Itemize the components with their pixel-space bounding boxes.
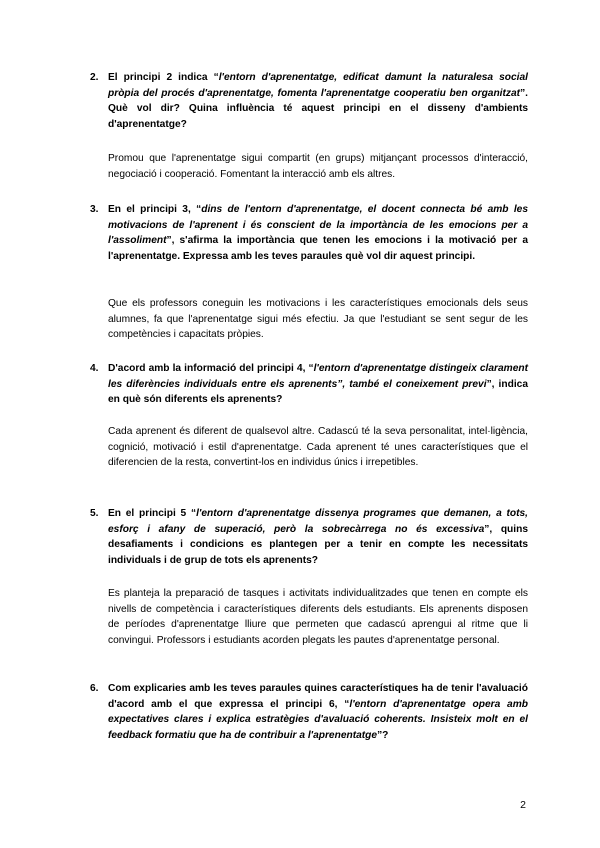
question-text: D'acord amb la informació del principi 4, “l'entorn d'aprenentatge distingeix clarament les diferències individuals entre els aprenents”, també el coneixement previ”, indica en què són diferents els aprenents? [108,363,528,406]
question-2 [90,70,528,132]
question-3 [90,202,528,264]
answer-2: Promou que l'aprenentatge sigui compartit (en grups) mitjançant processos d'interacció, negociació i cooperació. Fomentant la interacció amb els altres. [108,153,528,180]
answer-3: Que els professors coneguin les motivacions i les característiques emocionals dels seus alumnes, fa que l'aprenentatge sigui més efectiu. Ja que l'estudiant se sent segur de les competències i capacitats pròpies. [108,298,528,341]
question-5 [90,506,528,568]
question-6 [90,681,528,743]
quoted-principle: dins de l'entorn d'aprenentatge, el docent connecta bé amb les motivacions de l'aprenent i és conscient de la importància de les emocions per a l'assoliment [108,204,529,247]
question-number: 3. [90,204,99,215]
question-number: 2. [90,72,99,83]
question-number: 5. [90,508,99,519]
question-text: En el principi 3, “dins de l'entorn d'aprenentatge, el docent connecta bé amb les motivacions de l'aprenent i és conscient de la importància de les emocions per a l'assoliment”, s'afirma la importància que tenen les emocions i la motivació per a l'aprenentatge. Expressa amb les teves paraules què vol dir aquest principi. [108,204,529,262]
question-text: Com explicaries amb les teves paraules quines característiques ha de tenir l'avaluació d'acord amb el que expressa el principi 6, “l'entorn d'aprenentatge opera amb expectatives clares i explica estratègies d'avaluació coherents. Insisteix molt en el feedback formatiu que ha de contribuir a l'aprenentatge”? [108,683,528,741]
question-4 [90,361,528,408]
page-number: 2 [520,799,526,811]
question-number: 6. [90,683,99,694]
answer-5: Es planteja la preparació de tasques i activitats individualitzades que tenen en compte els nivells de competència i característiques diferents dels estudiants. Els aprenents disposen de períodes d'aprenentatge lliure que permeten que cadascú aprengui al ritme que li convingui. Professors i estudiants acorden plegats les pautes d'aprenentatge personal. [108,588,528,646]
quoted-principle: l'entorn d'aprenentatge opera amb expectatives clares i explica estratègies d'avaluació coherents. Insisteix molt en el feedback formatiu que ha de contribuir a l'aprenentatge [108,698,528,741]
quoted-principle: l'entorn d'aprenentatge dissenya programes que demanen, a tots, esforç i afany de superació, però la sobrecàrrega no és excessiva [108,508,528,535]
quoted-principle: l'entorn d'aprenentatge, edificat damunt la naturalesa social pròpia del procés d'aprenentatge, fomenta l'aprenentatge cooperatiu ben organitzat [108,72,529,99]
quoted-principle: l'entorn d'aprenentatge distingeix clarament les diferències individuals entre els aprenents”, també el coneixement previ [108,363,528,390]
answer-4: Cada aprenent és diferent de qualsevol altre. Cadascú té la seva personalitat, intel·ligència, cognició, motivació i estil d'aprenentatge. Cada aprenent té unes característiques que el diferencien de la resta, convertint-los en individus únics i irrepetibles. [108,426,528,469]
question-text: En el principi 5 “l'entorn d'aprenentatge dissenya programes que demanen, a tots, esforç i afany de superació, però la sobrecàrrega no és excessiva”, quins desafiaments i condicions es plantegen per a tenir en compte les necessitats individuals i de grup de tots els aprenents? [108,508,528,566]
question-text: El principi 2 indica “l'entorn d'aprenentatge, edificat damunt la naturalesa social pròpia del procés d'aprenentatge, fomenta l'aprenentatge cooperatiu ben organitzat”. Què vol dir? Quina influència té aquest principi en el disseny d'ambients d'aprenentatge? [108,72,529,130]
question-number: 4. [90,363,99,374]
